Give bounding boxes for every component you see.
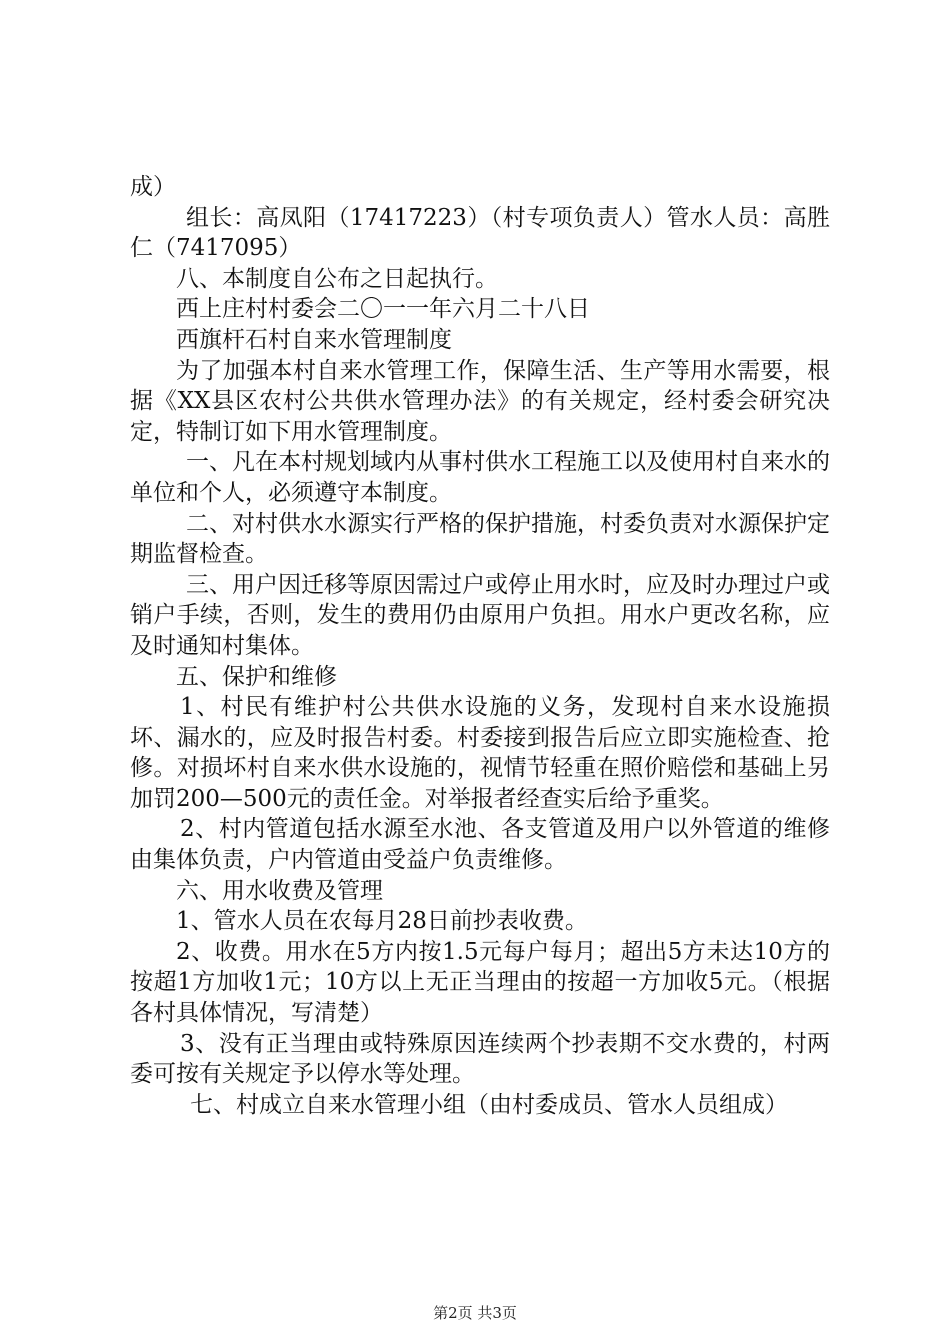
paragraph: 1、管水人员在农每月28日前抄表收费。 [176, 908, 588, 935]
paragraph: 组长：高凤阳（17417223）（村专项负责人）管水人员：高胜仁（7417095） [130, 204, 830, 262]
paragraph: 五、保护和维修 [176, 663, 337, 690]
paragraph: 2、收费。用水在5方内按1.5元每户每月；超出5方未达10方的按超1方加收1元；10方以上无正当理由的按超一方加收5元。（根据各村具体情况，写清楚） [130, 938, 830, 1027]
page-footer: 第2页 共3页 [433, 1304, 517, 1322]
paragraph: 一、凡在本村规划域内从事村供水工程施工以及使用村自来水的单位和个人，必须遵守本制度。 [130, 449, 830, 506]
paragraph: 二、对村供水水源实行严格的保护措施，村委负责对水源保护定期监督检查。 [130, 510, 830, 568]
paragraph: 三、用户因迁移等原因需过户或停止用水时，应及时办理过户或销户手续，否则，发生的费用仍由原用户负担。用水户更改名称，应及时通知村集体。 [130, 571, 830, 659]
paragraph: 七、村成立自来水管理小组（由村委成员、管水人员组成） [190, 1091, 788, 1118]
paragraph: 为了加强本村自来水管理工作，保障生活、生产等用水需要，根据《XX县区农村公共供水管理办法》的有关规定，经村委会研究决定，特制订如下用水管理制度。 [130, 357, 830, 445]
document-body [130, 172, 830, 1120]
paragraph: 西旗杆石村自来水管理制度 [176, 326, 452, 353]
paragraph: 西上庄村村委会二〇一一年六月二十八日 [176, 296, 590, 323]
paragraph: 成） [130, 174, 176, 200]
paragraph: 2、村内管道包括水源至水池、各支管道及用户以外管道的维修由集体负责，户内管道由受益户负责维修。 [130, 816, 830, 874]
paragraph: 八、本制度自公布之日起执行。 [176, 265, 498, 292]
paragraph: 1、村民有维护村公共供水设施的义务，发现村自来水设施损坏、漏水的，应及时报告村委。村委接到报告后应立即实施检查、抢修。对损坏村自来水供水设施的，视情节轻重在照价赔偿和基础上另加罚200—500元的责任金。对举报者经查实后给予重奖。 [130, 694, 830, 812]
paragraph: 3、没有正当理由或特殊原因连续两个抄表期不交水费的，村两委可按有关规定予以停水等处理。 [130, 1030, 830, 1088]
paragraph: 六、用水收费及管理 [176, 877, 383, 904]
